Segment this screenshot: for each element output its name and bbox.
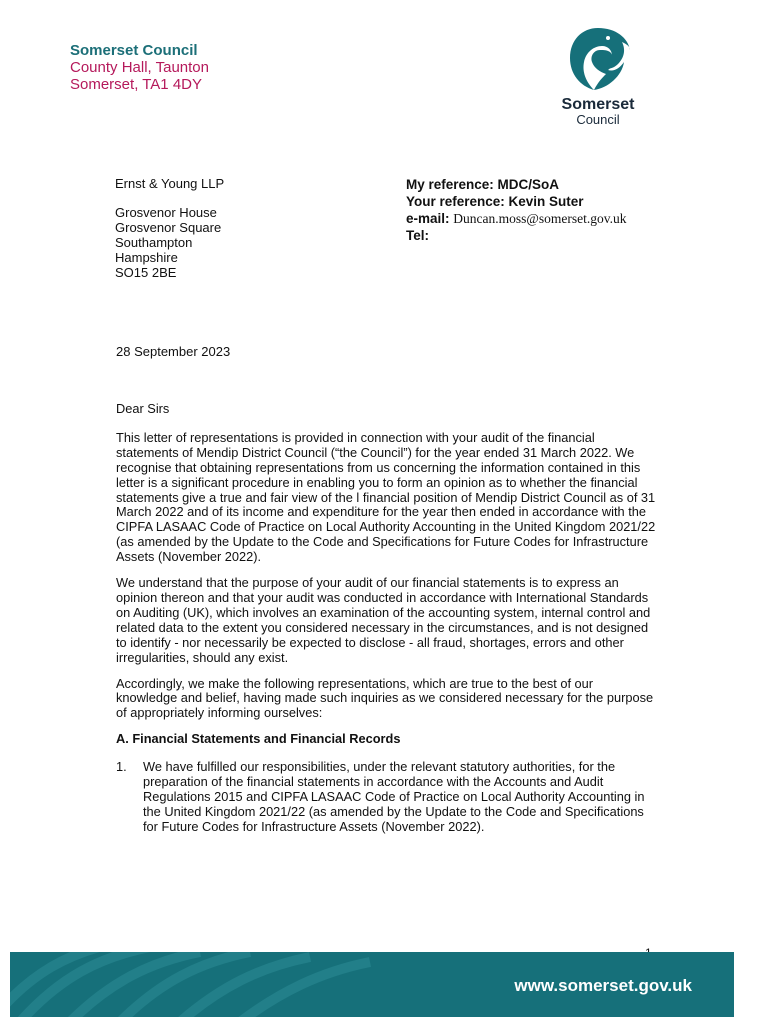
council-address-line-1: County Hall, Taunton xyxy=(70,59,209,76)
letter-body xyxy=(116,402,656,835)
my-reference: My reference: MDC/SoA xyxy=(406,177,560,192)
tel-label: Tel: xyxy=(406,228,429,243)
recipient-line: Grosvenor House xyxy=(115,205,217,220)
council-name: Somerset Council xyxy=(70,42,198,59)
footer-banner xyxy=(10,952,734,1017)
reference-block xyxy=(406,176,626,244)
email-label: e-mail: xyxy=(406,211,450,226)
recipient-line: Hampshire xyxy=(115,250,178,265)
email-link[interactable]: Duncan.moss@somerset.gov.uk xyxy=(453,211,627,226)
letter-date: 28 September 2023 xyxy=(116,344,231,359)
recipient-line: Southampton xyxy=(115,235,193,250)
paragraph: This letter of representations is provided in connection with your audit of the financial statements of Mendip District Council (“the Council”) for the year ended 31 March 2022. We recognise that obtaining representations from us concerning the information contained in this letter is a significant procedure in enabling you to form an opinion as to whether the financial statements give a true and fair view of the l financial position of Mendip District Council as of 31 March 2022 and of its income and expenditure for the year then ended in accordance with the CIPFA LASAAC Code of Practice on Local Authority Accounting in the United Kingdom 2021/22 (as amended by the Update to the Code and Specifications for Future Codes for Infrastructure Assets (November 2022). xyxy=(116,429,656,565)
list-item xyxy=(116,760,656,835)
paragraph: We understand that the purpose of your audit of our financial statements is to express an opinion thereon and that your audit was conducted in accordance with International Standards on Auditing (UK), which involves an examination of the accounting system, internal control and related data to the extent you considered necessary in the circumstances, and is not designed to identify - nor necessarily be expected to disclose - all fraud, shortages, errors and other irregularities, should any exist. xyxy=(116,575,651,665)
recipient-address xyxy=(115,176,224,280)
section-heading: A. Financial Statements and Financial Records xyxy=(116,731,401,747)
recipient-line: SO15 2BE xyxy=(115,265,177,280)
your-reference: Your reference: Kevin Suter xyxy=(406,194,584,209)
recipient-line: Grosvenor Square xyxy=(115,220,222,235)
footer-website-link[interactable]: www.somerset.gov.uk xyxy=(514,976,692,995)
salutation: Dear Sirs xyxy=(116,401,170,416)
logo-text-council: Council xyxy=(576,112,620,127)
email-row xyxy=(406,210,626,227)
paragraph: Accordingly, we make the following representations, which are true to the best of our knowledge and belief, having made such inquiries as we considered necessary for the purpose of appropriately informing ourselves: xyxy=(116,675,654,721)
recipient-line: Ernst & Young LLP xyxy=(115,176,225,191)
logo-text-somerset: Somerset xyxy=(561,96,635,113)
list-item-text: We have fulfilled our responsibilities, under the relevant statutory authorities, for the preparation of the financial statements in accordance with the Accounts and Audit Regulations 2015 and CIPFA LASAAC Code of Practice on Local Authority Accounting in the United Kingdom 2021/22 (as amended by the Update to the Code and Specifications for Future Codes for Infrastructure Assets (November 2022). xyxy=(143,759,645,834)
somerset-logo xyxy=(548,26,648,126)
list-item-number: 1. xyxy=(116,759,127,775)
council-address-line-2: Somerset, TA1 4DY xyxy=(70,76,202,93)
council-address-block xyxy=(70,42,209,93)
dragon-icon xyxy=(564,26,632,92)
representation-list xyxy=(116,760,656,835)
